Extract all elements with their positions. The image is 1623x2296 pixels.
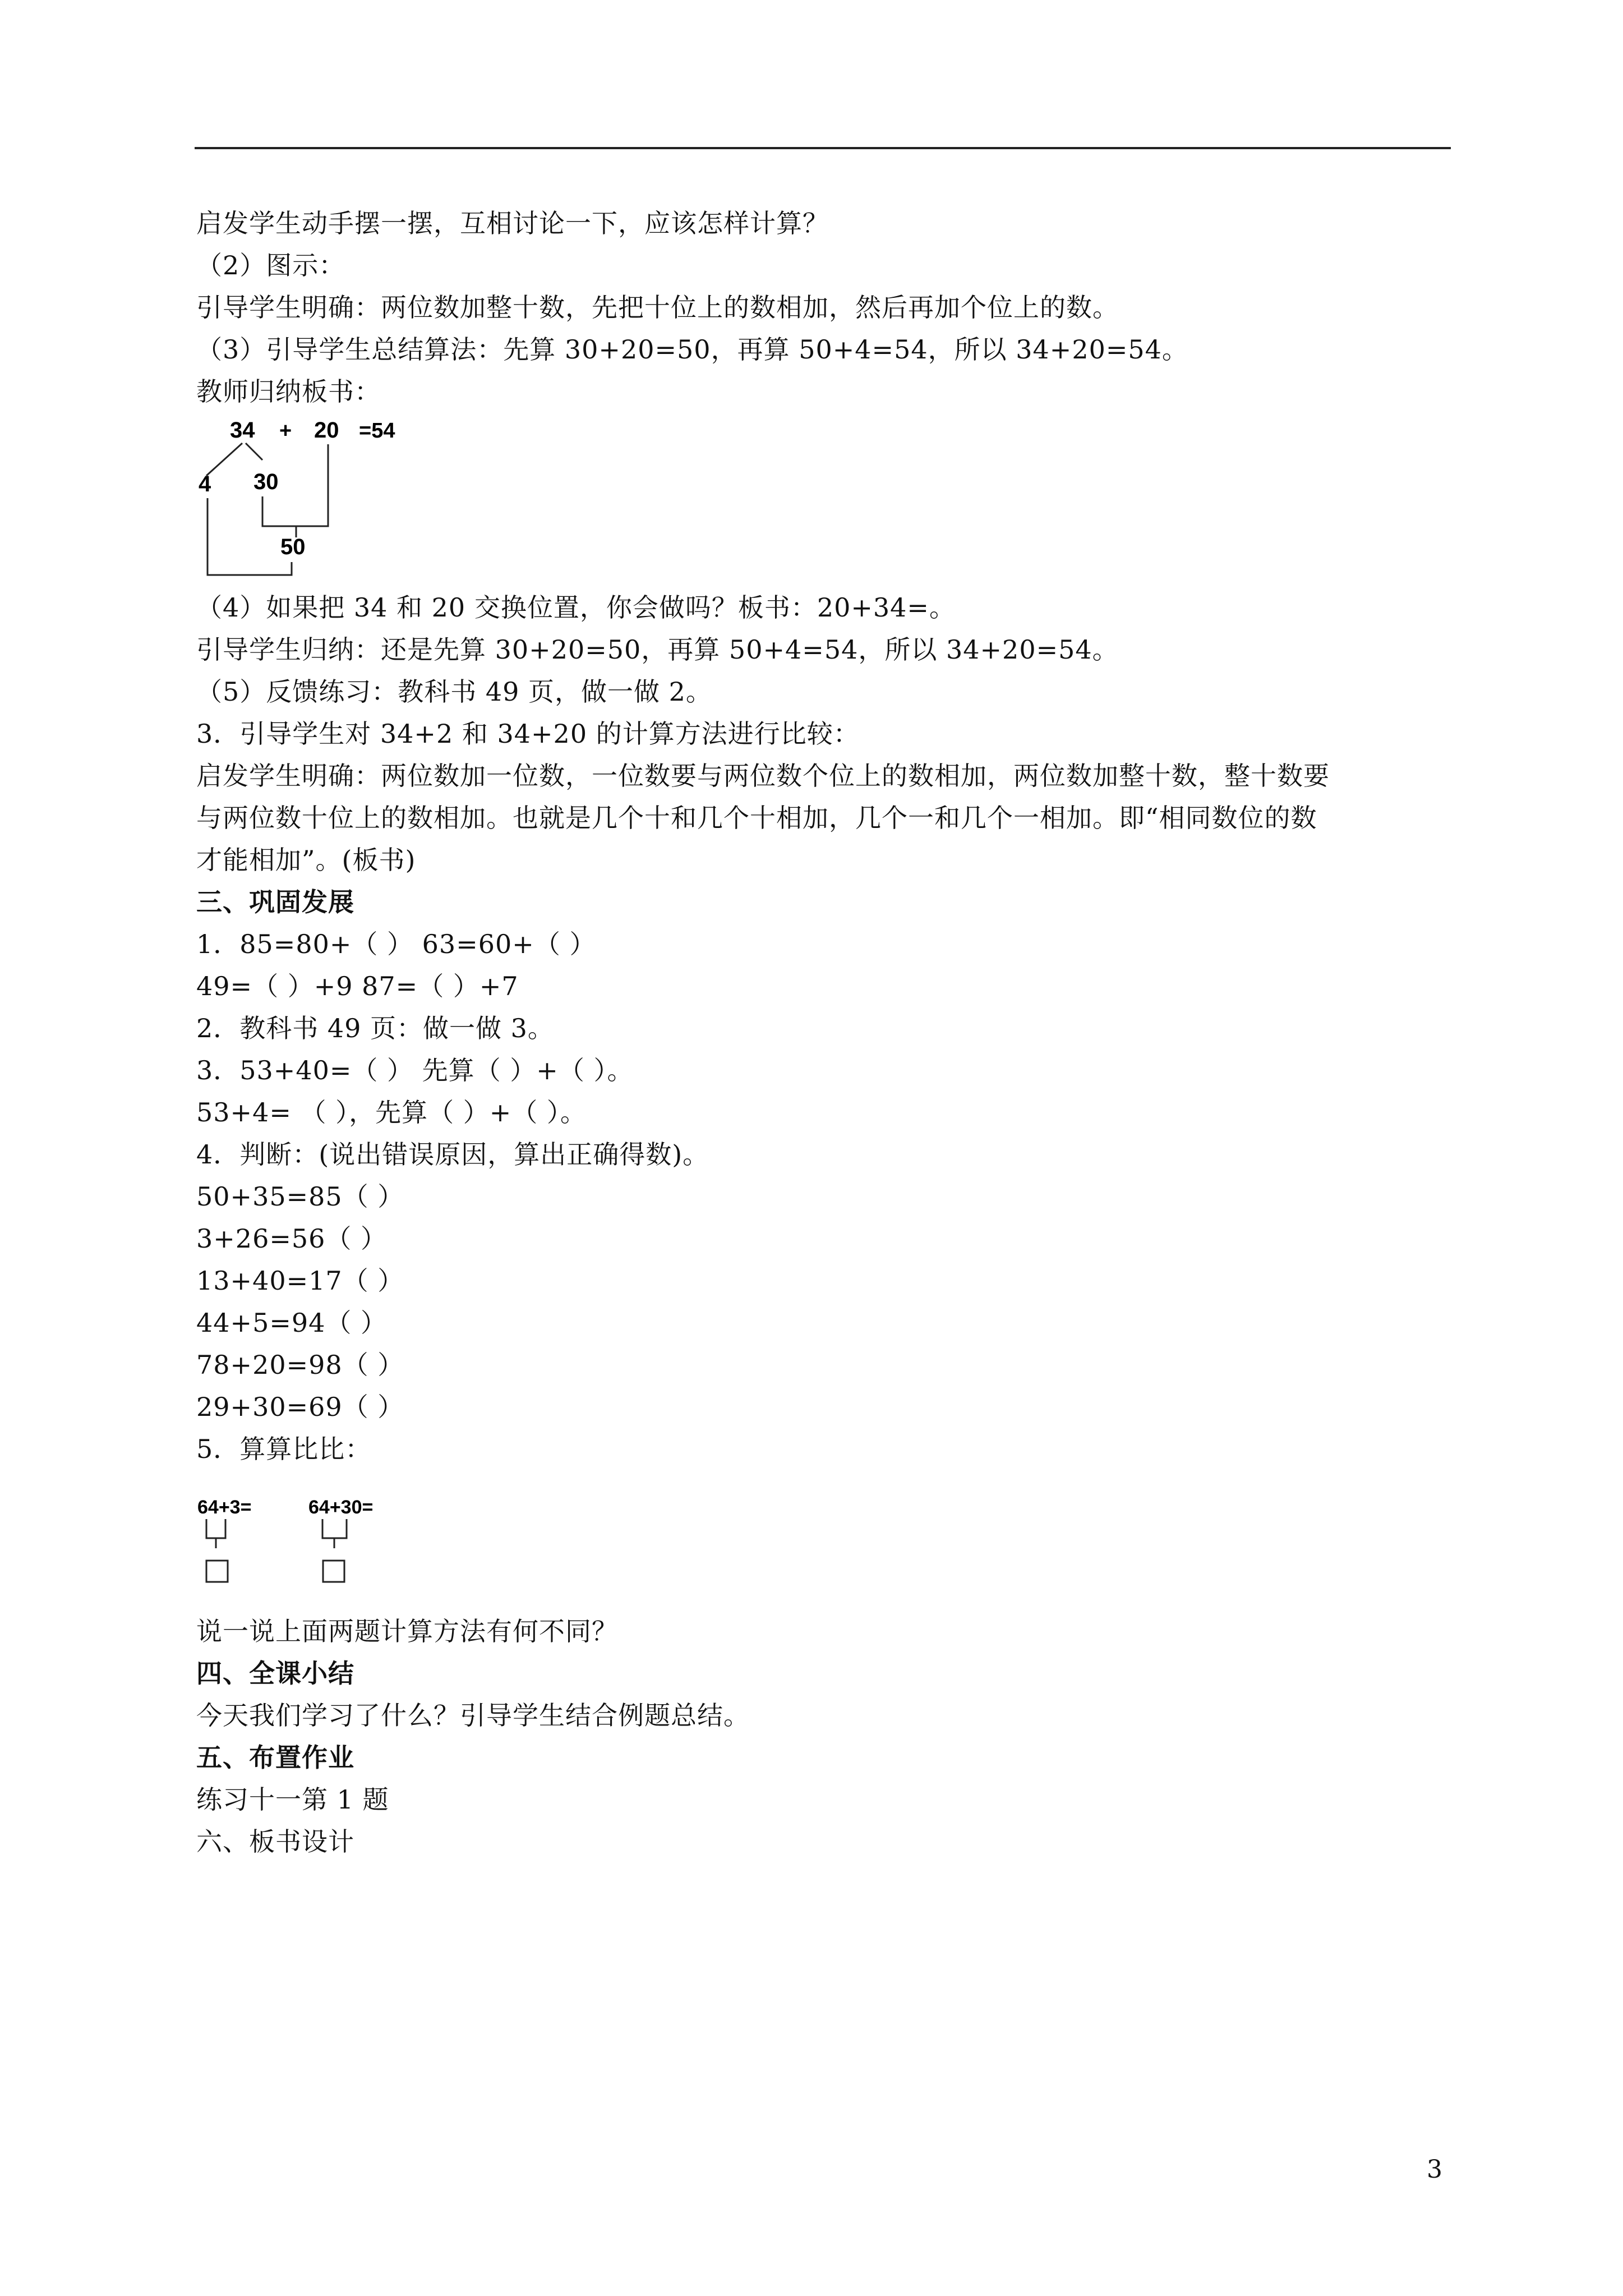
bracket-1 [206,1519,225,1538]
text-line: 53+4= （ ），先算（ ）+（ ）。 [196,1097,587,1128]
text-line: 练习十一第 1 题 [196,1784,389,1815]
text-line: 29+30=69（ ） [196,1392,404,1422]
text-line: 44+5=94（ ） [196,1308,388,1338]
text-line: 引导学生明确：两位数加整十数，先把十位上的数相加，然后再加个位上的数。 [196,292,1119,323]
section-heading: 四、全课小结 [196,1658,354,1688]
compare-expression-2: 64+30= [308,1497,374,1518]
text-line: 4．判断：(说出错误原因，算出正确得数)。 [196,1139,709,1170]
text-line: （2）图示： [196,250,345,280]
text-line: 才能相加”。(板书) [196,845,416,875]
text-line: 49=（ ）+9 87=（ ）+7 [196,971,519,1001]
text-line: 六、板书设计 [196,1826,354,1857]
addition-split-diagram [191,415,426,583]
text-line: 启发学生动手摆一摆，互相讨论一下，应该怎样计算？ [196,208,829,238]
bracket-2 [322,1519,347,1538]
answer-box-2[interactable] [323,1561,344,1582]
diagram-number-20: 20 [314,418,339,443]
text-line: 13+40=17（ ） [196,1266,404,1296]
text-line: 3．引导学生对 34+2 和 34+20 的计算方法进行比较： [196,719,860,749]
text-line: 说一说上面两题计算方法有何不同？ [196,1616,618,1646]
text-line: 50+35=85（ ） [196,1181,404,1212]
text-line: 5．算算比比： [196,1434,372,1464]
compare-diagram [196,1492,432,1593]
text-line: （3）引导学生总结算法：先算 30+20=50，再算 50+4=54，所以 34+20=54。 [196,334,1188,365]
answer-box-1[interactable] [206,1561,228,1582]
diagram-plus: + [279,419,292,443]
section-heading: 三、巩固发展 [196,887,354,917]
section-heading: 五、布置作业 [196,1742,354,1773]
diagram-number-34: 34 [230,418,255,443]
bracket-4-50 [208,498,292,575]
header-rule [195,147,1451,149]
text-line: 教师归纳板书： [196,376,381,407]
diagram-result-54: =54 [359,419,395,443]
diagram-number-4: 4 [199,472,211,496]
text-line: 启发学生明确：两位数加一位数，一位数要与两位数个位上的数相加，两位数加整十数，整十数要 [196,761,1330,791]
text-line: 78+20=98（ ） [196,1350,404,1380]
compare-expression-1: 64+3= [197,1497,252,1518]
text-line: （4）如果把 34 和 20 交换位置，你会做吗？板书：20+34=。 [196,592,956,623]
text-line: 3+26=56（ ） [196,1223,388,1254]
text-line: 引导学生归纳：还是先算 30+20=50，再算 50+4=54，所以 34+20=54。 [196,634,1119,665]
split-line-left [206,443,242,476]
page-number: 3 [1427,2155,1442,2184]
text-line: 2．教科书 49 页：做一做 3。 [196,1013,554,1043]
split-line-right [246,443,262,460]
text-line: 1．85=80+（ ） 63=60+（ ） [196,929,596,959]
diagram-number-30: 30 [253,470,279,494]
diagram-number-50: 50 [280,535,306,559]
text-line: （5）反馈练习：教科书 49 页，做一做 2。 [196,677,712,707]
text-line: 与两位数十位上的数相加。也就是几个十和几个十相加，几个一和几个一相加。即“相同数位的数 [196,803,1317,833]
text-line: 3．53+40=（ ） 先算（ ）+（ ）。 [196,1055,634,1085]
text-line: 今天我们学习了什么？引导学生结合例题总结。 [196,1700,750,1731]
